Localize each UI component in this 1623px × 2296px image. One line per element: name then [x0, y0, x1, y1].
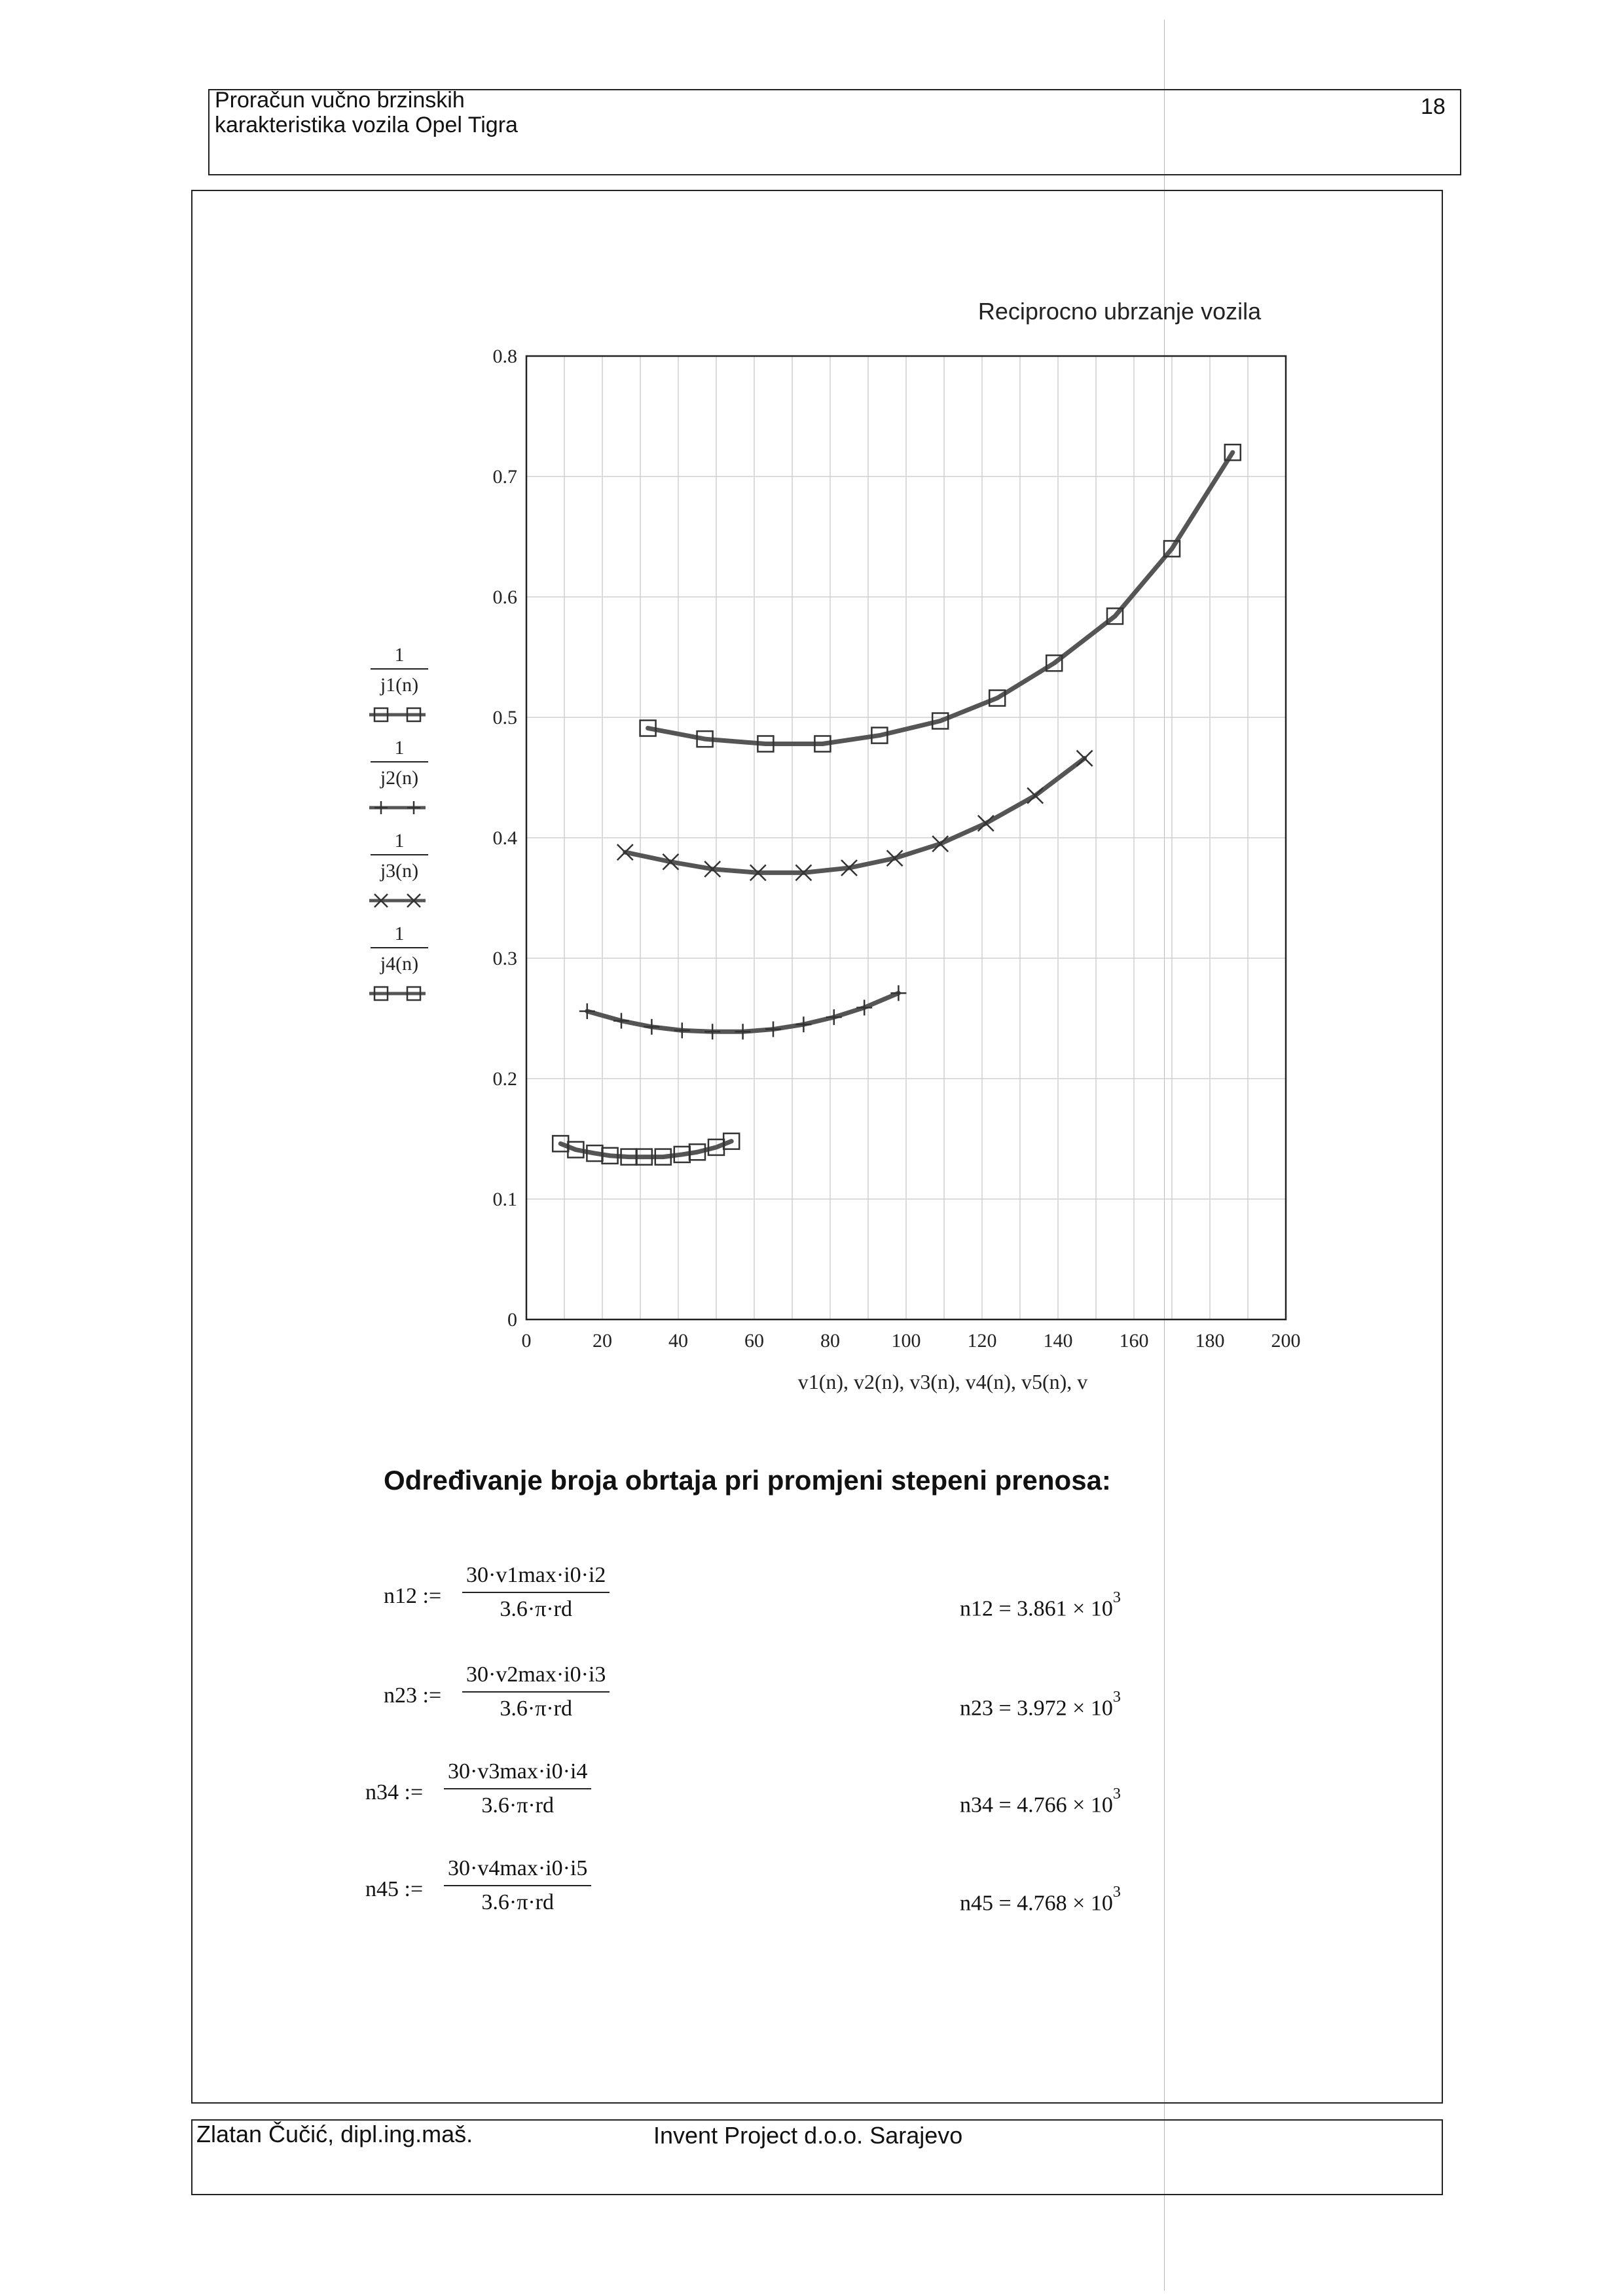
series-line: [625, 759, 1085, 873]
data-point-plus: [735, 1024, 751, 1039]
equation-fraction: [444, 1856, 591, 1915]
equation-name: n23 :=: [384, 1683, 442, 1708]
equation-numerator: 30·v4max·i0·i5: [444, 1856, 591, 1886]
data-point-cross: [1027, 788, 1043, 804]
equation-numerator: 30·v2max·i0·i3: [462, 1662, 610, 1693]
x-tick-label: 180: [1195, 1330, 1225, 1352]
data-point-plus: [704, 1024, 720, 1039]
section-title: Određivanje broja obrtaja pri promjeni stepeni prenosa:: [384, 1465, 1111, 1496]
legend-numerator: 1: [394, 923, 405, 944]
legend-denominator: j1(n): [380, 674, 419, 696]
equation-denominator: 3.6·π·rd: [481, 1890, 555, 1914]
equation-fraction: [444, 1759, 591, 1818]
legend-denominator: j4(n): [380, 953, 419, 975]
equation-result: [960, 1689, 1121, 1721]
data-point-plus: [765, 1022, 781, 1037]
data-point-plus: [890, 985, 906, 1001]
equation-name: n34 :=: [365, 1780, 424, 1804]
equation-denominator: 3.6·π·rd: [500, 1597, 573, 1621]
equation-numerator: 30·v3max·i0·i4: [444, 1759, 591, 1789]
data-point-plus: [795, 1016, 811, 1032]
data-point-plus: [613, 1013, 629, 1029]
x-tick-label: 40: [668, 1330, 688, 1352]
x-tick-label: 140: [1043, 1330, 1073, 1352]
equation-denominator: 3.6·π·rd: [500, 1696, 573, 1721]
x-tick-label: 100: [891, 1330, 921, 1352]
y-tick-label: 0: [507, 1309, 517, 1331]
x-tick-label: 20: [593, 1330, 612, 1352]
equation-denominator: 3.6·π·rd: [481, 1793, 555, 1818]
legend-denominator: j2(n): [380, 767, 419, 789]
series-1: [553, 1134, 739, 1165]
equation-result-exponent: 3: [1112, 1689, 1121, 1706]
y-tick-label: 0.3: [492, 948, 517, 969]
y-tick-label: 0.4: [492, 827, 517, 849]
legend-denominator: j3(n): [380, 860, 419, 882]
x-tick-label: 120: [967, 1330, 997, 1352]
series-3: [617, 751, 1093, 881]
x-tick-label: 200: [1271, 1330, 1301, 1352]
equation-numerator: 30·v1max·i0·i2: [462, 1563, 610, 1593]
chart-title: Reciprocno ubrzanje vozila: [977, 298, 1262, 325]
legend-numerator: 1: [394, 737, 405, 759]
y-tick-label: 0.7: [492, 466, 517, 488]
equation-result-value: n34 = 4.766 × 10: [960, 1793, 1113, 1818]
x-tick-labels: [522, 1330, 1301, 1352]
chart-series: [553, 444, 1241, 1164]
legend-numerator: 1: [394, 830, 405, 852]
data-point-plus: [674, 1022, 690, 1038]
equation-fraction: [462, 1563, 610, 1622]
equation-result: [960, 1884, 1121, 1916]
equation-name: n45 :=: [365, 1877, 424, 1901]
x-tick-label: 0: [521, 1330, 532, 1352]
y-tick-label: 0.2: [492, 1068, 517, 1090]
x-tick-label: 160: [1119, 1330, 1149, 1352]
chart-grid: [526, 356, 1286, 1319]
data-point-plus: [579, 1003, 595, 1019]
footer-author: Zlatan Čučić, dipl.ing.maš.: [196, 2121, 473, 2147]
y-tick-label: 0.6: [492, 586, 517, 608]
equation-result-value: n23 = 3.972 × 10: [960, 1696, 1113, 1721]
x-axis-label: v1(n), v2(n), v3(n), v4(n), v5(n), v: [797, 1370, 1088, 1393]
series-2: [579, 985, 907, 1039]
data-point-cross: [1077, 751, 1093, 766]
header-title: [215, 88, 518, 137]
header-title-line1: Proračun vučno brzinskih: [215, 88, 465, 113]
series-4: [640, 444, 1241, 751]
footer-company: Invent Project d.o.o. Sarajevo: [653, 2122, 963, 2149]
equation-name: n12 :=: [384, 1584, 442, 1608]
equation-result: [960, 1589, 1121, 1621]
equation-result: [960, 1785, 1121, 1818]
equation-result-exponent: 3: [1112, 1884, 1121, 1901]
page-number: 18: [1421, 94, 1446, 119]
data-point-plus: [856, 999, 872, 1015]
y-tick-label: 0.8: [492, 346, 517, 367]
x-tick-label: 60: [744, 1330, 764, 1352]
y-tick-label: 0.5: [492, 707, 517, 728]
reciprocal-acceleration-chart: [380, 295, 1322, 1407]
header-title-line2: karakteristika vozila Opel Tigra: [215, 113, 518, 137]
series-line: [648, 452, 1233, 744]
equation-result-exponent: 3: [1112, 1589, 1121, 1606]
equation-fraction: [462, 1662, 610, 1721]
y-tick-label: 0.1: [492, 1189, 517, 1210]
y-tick-labels: [493, 346, 518, 1331]
equation-result-value: n45 = 4.768 × 10: [960, 1891, 1113, 1916]
x-tick-label: 80: [820, 1330, 840, 1352]
data-point-plus: [826, 1009, 842, 1025]
legend-numerator: 1: [394, 644, 405, 666]
equation-result-exponent: 3: [1112, 1785, 1121, 1803]
data-point-plus: [644, 1019, 659, 1035]
equation-result-value: n12 = 3.861 × 10: [960, 1596, 1113, 1621]
